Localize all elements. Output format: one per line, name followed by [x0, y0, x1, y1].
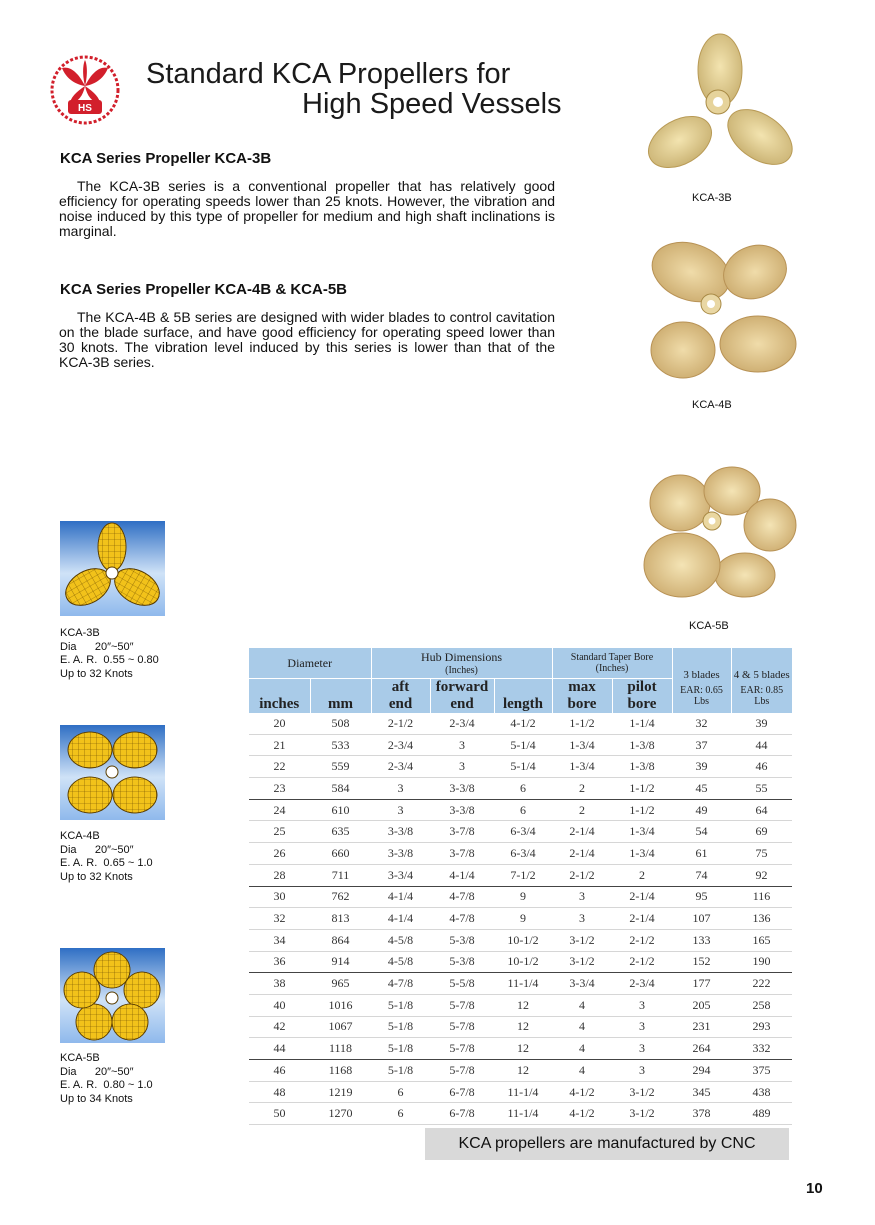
table-body — [249, 713, 792, 1125]
table-row — [249, 1060, 792, 1082]
table-cell: 3 — [371, 778, 430, 800]
table-cell: 38 — [249, 973, 310, 995]
table-cell: 39 — [672, 756, 731, 778]
table-row — [249, 799, 792, 821]
table-cell: 7-1/2 — [494, 864, 552, 886]
table-cell: 4-1/4 — [371, 908, 430, 930]
table-cell: 4-5/8 — [371, 951, 430, 973]
table-cell: 533 — [310, 734, 371, 756]
table-cell: 914 — [310, 951, 371, 973]
table-cell: 28 — [249, 864, 310, 886]
table-cell: 1118 — [310, 1038, 371, 1060]
table-cell: 1-3/8 — [612, 734, 672, 756]
table-cell: 2-1/4 — [612, 886, 672, 908]
table-row — [249, 994, 792, 1016]
diagram-caption-kca4b — [60, 830, 153, 884]
table-row — [249, 929, 792, 951]
table-row — [249, 713, 792, 734]
table-cell: 45 — [672, 778, 731, 800]
page-number: 10 — [806, 1180, 823, 1197]
table-cell: 3-3/8 — [430, 778, 494, 800]
table-cell: 2-3/4 — [430, 713, 494, 734]
table-cell: 4 — [552, 994, 612, 1016]
table-row — [249, 864, 792, 886]
section-heading-kca4b-5b: KCA Series Propeller KCA-4B & KCA-5B — [60, 281, 348, 298]
photo-label-kca5b: KCA-5B — [689, 620, 729, 632]
table-cell: 1-3/4 — [612, 843, 672, 865]
table-cell: 32 — [672, 713, 731, 734]
table-cell: 1-3/4 — [552, 756, 612, 778]
table-cell: 44 — [731, 734, 792, 756]
table-cell: 2-1/2 — [612, 929, 672, 951]
table-cell: 258 — [731, 994, 792, 1016]
table-row — [249, 1016, 792, 1038]
table-cell: 48 — [249, 1081, 310, 1103]
table-cell: 293 — [731, 1016, 792, 1038]
table-cell: 6-3/4 — [494, 821, 552, 843]
table-cell: 165 — [731, 929, 792, 951]
table-cell: 136 — [731, 908, 792, 930]
table-cell: 6 — [371, 1103, 430, 1125]
table-cell: 4-7/8 — [430, 908, 494, 930]
col-pilot-bore: pilot bore — [612, 679, 672, 714]
table-cell: 152 — [672, 951, 731, 973]
table-cell: 50 — [249, 1103, 310, 1125]
table-cell: 1-3/8 — [612, 756, 672, 778]
table-cell: 3 — [612, 1060, 672, 1082]
table-cell: 5-1/8 — [371, 1016, 430, 1038]
header-hub-dimensions: Hub Dimensions (Inches) — [371, 648, 552, 679]
table-cell: 11-1/4 — [494, 1103, 552, 1125]
table-cell: 3-3/4 — [371, 864, 430, 886]
table-cell: 3 — [612, 994, 672, 1016]
table-cell: 75 — [731, 843, 792, 865]
table-cell: 2-1/2 — [552, 864, 612, 886]
col-forward-end: forward end — [430, 679, 494, 714]
table-cell: 61 — [672, 843, 731, 865]
table-cell: 6-7/8 — [430, 1081, 494, 1103]
table-cell: 438 — [731, 1081, 792, 1103]
table-cell: 2-1/4 — [552, 821, 612, 843]
table-cell: 3 — [612, 1038, 672, 1060]
col-max-bore: max bore — [552, 679, 612, 714]
table-cell: 133 — [672, 929, 731, 951]
diagram-speed: Up to 32 Knots — [60, 870, 133, 883]
table-row — [249, 1081, 792, 1103]
diagram-model: KCA-4B — [60, 830, 100, 842]
table-cell: 10-1/2 — [494, 951, 552, 973]
diagram-dia: Dia 20″~50″ — [60, 843, 134, 856]
table-cell: 9 — [494, 886, 552, 908]
table-cell: 4-1/2 — [552, 1081, 612, 1103]
table-row — [249, 843, 792, 865]
table-cell: 23 — [249, 778, 310, 800]
table-cell: 40 — [249, 994, 310, 1016]
table-cell: 39 — [731, 713, 792, 734]
table-cell: 12 — [494, 1038, 552, 1060]
table-cell: 6 — [494, 799, 552, 821]
table-cell: 95 — [672, 886, 731, 908]
table-cell: 3-1/2 — [552, 929, 612, 951]
table-cell: 2-1/4 — [552, 843, 612, 865]
col-length: length — [494, 679, 552, 714]
table-row — [249, 908, 792, 930]
table-cell: 332 — [731, 1038, 792, 1060]
table-cell: 6 — [371, 1081, 430, 1103]
col-aft-end: aft end — [371, 679, 430, 714]
table-cell: 3 — [430, 756, 494, 778]
table-cell: 11-1/4 — [494, 973, 552, 995]
table-cell: 5-5/8 — [430, 973, 494, 995]
table-cell: 635 — [310, 821, 371, 843]
table-cell: 2-1/4 — [612, 908, 672, 930]
table-cell: 3-3/8 — [371, 821, 430, 843]
diagram-ear: E. A. R. 0.65 ~ 1.0 — [60, 857, 153, 869]
table-cell: 264 — [672, 1038, 731, 1060]
table-cell: 813 — [310, 908, 371, 930]
hs-logo — [48, 52, 122, 126]
table-cell: 6-3/4 — [494, 843, 552, 865]
footer-cnc-note: KCA propellers are manufactured by CNC — [425, 1128, 789, 1160]
table-cell: 74 — [672, 864, 731, 886]
table-cell: 489 — [731, 1103, 792, 1125]
table-cell: 177 — [672, 973, 731, 995]
table-cell: 44 — [249, 1038, 310, 1060]
table-cell: 559 — [310, 756, 371, 778]
propeller-spec-table — [249, 648, 792, 1125]
table-cell: 1168 — [310, 1060, 371, 1082]
table-cell: 3-1/2 — [552, 951, 612, 973]
table-cell: 3-3/8 — [371, 843, 430, 865]
table-cell: 12 — [494, 1060, 552, 1082]
table-cell: 64 — [731, 799, 792, 821]
propeller-photo-kca4b — [643, 232, 803, 387]
table-group-header-row — [249, 648, 792, 679]
table-cell: 3-3/4 — [552, 973, 612, 995]
col-inches: inches — [249, 679, 310, 714]
photo-label-kca3b: KCA-3B — [692, 192, 732, 204]
table-cell: 2-1/2 — [371, 713, 430, 734]
table-cell: 3 — [371, 799, 430, 821]
header-4-5-blades: 4 & 5 blades EAR: 0.85 Lbs — [731, 648, 792, 713]
table-row — [249, 1103, 792, 1125]
blade-diagram-kca4b — [60, 725, 165, 820]
table-cell: 965 — [310, 973, 371, 995]
diagram-dia: Dia 20″~50″ — [60, 1065, 134, 1078]
table-cell: 3-7/8 — [430, 821, 494, 843]
table-cell: 378 — [672, 1103, 731, 1125]
table-cell: 1-1/4 — [612, 713, 672, 734]
section-heading-kca3b: KCA Series Propeller KCA-3B — [60, 150, 272, 167]
table-row — [249, 821, 792, 843]
table-cell: 22 — [249, 756, 310, 778]
table-cell: 4-7/8 — [371, 973, 430, 995]
section-body-kca3b: The KCA-3B series is a conventional propeller that has relatively good efficiency for operating speeds lower than 25 knots. However, the vibration and noise induced by this type of propeller for medium and high shaft inclinations is marginal. — [59, 178, 555, 239]
logo-text: HS — [78, 103, 92, 114]
diagram-dia: Dia 20″~50″ — [60, 640, 134, 653]
table-cell: 42 — [249, 1016, 310, 1038]
table-cell: 711 — [310, 864, 371, 886]
table-cell: 46 — [731, 756, 792, 778]
table-cell: 1-3/4 — [552, 734, 612, 756]
table-cell: 5-1/8 — [371, 1038, 430, 1060]
table-cell: 5-7/8 — [430, 994, 494, 1016]
table-cell: 3-1/2 — [612, 1103, 672, 1125]
table-cell: 2 — [552, 778, 612, 800]
table-cell: 9 — [494, 908, 552, 930]
diagram-caption-kca5b — [60, 1052, 153, 1106]
table-cell: 508 — [310, 713, 371, 734]
table-cell: 25 — [249, 821, 310, 843]
blade-diagram-kca3b — [60, 521, 165, 616]
table-cell: 3 — [552, 908, 612, 930]
table-cell: 5-3/8 — [430, 929, 494, 951]
table-row — [249, 756, 792, 778]
table-cell: 4-5/8 — [371, 929, 430, 951]
table-cell: 762 — [310, 886, 371, 908]
table-cell: 4-1/2 — [552, 1103, 612, 1125]
table-cell: 116 — [731, 886, 792, 908]
table-cell: 190 — [731, 951, 792, 973]
table-cell: 375 — [731, 1060, 792, 1082]
table-cell: 49 — [672, 799, 731, 821]
table-cell: 92 — [731, 864, 792, 886]
table-cell: 5-7/8 — [430, 1038, 494, 1060]
col-mm: mm — [310, 679, 371, 714]
table-row — [249, 951, 792, 973]
table-cell: 294 — [672, 1060, 731, 1082]
diagram-speed: Up to 34 Knots — [60, 1092, 133, 1105]
table-cell: 4 — [552, 1038, 612, 1060]
diagram-ear: E. A. R. 0.55 ~ 0.80 — [60, 654, 159, 666]
header-taper-bore: Standard Taper Bore (Inches) — [552, 648, 672, 679]
table-cell: 6 — [494, 778, 552, 800]
table-cell: 11-1/4 — [494, 1081, 552, 1103]
table-cell: 20 — [249, 713, 310, 734]
table-cell: 24 — [249, 799, 310, 821]
table-cell: 2-3/4 — [371, 734, 430, 756]
table-cell: 864 — [310, 929, 371, 951]
table-cell: 36 — [249, 951, 310, 973]
diagram-speed: Up to 32 Knots — [60, 667, 133, 680]
table-cell: 69 — [731, 821, 792, 843]
table-cell: 54 — [672, 821, 731, 843]
table-cell: 231 — [672, 1016, 731, 1038]
table-row — [249, 778, 792, 800]
table-cell: 30 — [249, 886, 310, 908]
table-cell: 5-1/8 — [371, 994, 430, 1016]
table-cell: 26 — [249, 843, 310, 865]
table-cell: 5-1/4 — [494, 734, 552, 756]
blade-diagram-kca5b — [60, 948, 165, 1043]
table-cell: 6-7/8 — [430, 1103, 494, 1125]
diagram-model: KCA-3B — [60, 627, 100, 639]
table-cell: 3-7/8 — [430, 843, 494, 865]
table-cell: 1-1/2 — [612, 778, 672, 800]
page-title-line1: Standard KCA Propellers for — [146, 58, 511, 90]
table-cell: 32 — [249, 908, 310, 930]
table-cell: 5-1/4 — [494, 756, 552, 778]
table-cell: 10-1/2 — [494, 929, 552, 951]
propeller-photo-kca5b — [640, 465, 800, 605]
table-cell: 4-1/4 — [430, 864, 494, 886]
table-cell: 5-7/8 — [430, 1060, 494, 1082]
header-diameter: Diameter — [249, 648, 371, 679]
table-cell: 34 — [249, 929, 310, 951]
table-cell: 3-3/8 — [430, 799, 494, 821]
table-cell: 205 — [672, 994, 731, 1016]
table-cell: 37 — [672, 734, 731, 756]
table-row — [249, 973, 792, 995]
table-cell: 3 — [612, 1016, 672, 1038]
table-cell: 2 — [552, 799, 612, 821]
table-cell: 2-3/4 — [371, 756, 430, 778]
table-row — [249, 734, 792, 756]
header-3-blades: 3 blades EAR: 0.65 Lbs — [672, 648, 731, 713]
section-body-kca4b-5b: The KCA-4B & 5B series are designed with wider blades to control cavitation on the blade surface, and have good efficiency for operating speed lower than 30 knots. The vibration level induced by this series is lower than that of the KCA-3B series. — [59, 309, 555, 370]
page-title-line2: High Speed Vessels — [302, 88, 562, 120]
table-cell: 12 — [494, 994, 552, 1016]
table-cell: 4 — [552, 1060, 612, 1082]
diagram-ear: E. A. R. 0.80 ~ 1.0 — [60, 1079, 153, 1091]
table-cell: 2 — [612, 864, 672, 886]
table-cell: 1219 — [310, 1081, 371, 1103]
table-cell: 3 — [430, 734, 494, 756]
propeller-photo-kca3b — [642, 32, 802, 182]
table-row — [249, 886, 792, 908]
table-cell: 1-1/2 — [612, 799, 672, 821]
table-cell: 21 — [249, 734, 310, 756]
table-cell: 5-7/8 — [430, 1016, 494, 1038]
table-cell: 3 — [552, 886, 612, 908]
diagram-caption-kca3b — [60, 627, 159, 681]
table-cell: 4-7/8 — [430, 886, 494, 908]
table-cell: 12 — [494, 1016, 552, 1038]
table-cell: 610 — [310, 799, 371, 821]
table-cell: 4-1/2 — [494, 713, 552, 734]
table-cell: 5-3/8 — [430, 951, 494, 973]
table-cell: 584 — [310, 778, 371, 800]
table-cell: 660 — [310, 843, 371, 865]
table-cell: 4-1/4 — [371, 886, 430, 908]
table-cell: 4 — [552, 1016, 612, 1038]
table-cell: 2-3/4 — [612, 973, 672, 995]
table-row — [249, 1038, 792, 1060]
table-cell: 1067 — [310, 1016, 371, 1038]
table-cell: 1-1/2 — [552, 713, 612, 734]
photo-label-kca4b: KCA-4B — [692, 399, 732, 411]
table-cell: 1270 — [310, 1103, 371, 1125]
table-cell: 2-1/2 — [612, 951, 672, 973]
table-cell: 1-3/4 — [612, 821, 672, 843]
diagram-model: KCA-5B — [60, 1052, 100, 1064]
table-cell: 3-1/2 — [612, 1081, 672, 1103]
table-cell: 55 — [731, 778, 792, 800]
table-cell: 345 — [672, 1081, 731, 1103]
table-cell: 46 — [249, 1060, 310, 1082]
table-cell: 222 — [731, 973, 792, 995]
table-cell: 107 — [672, 908, 731, 930]
table-cell: 5-1/8 — [371, 1060, 430, 1082]
table-cell: 1016 — [310, 994, 371, 1016]
